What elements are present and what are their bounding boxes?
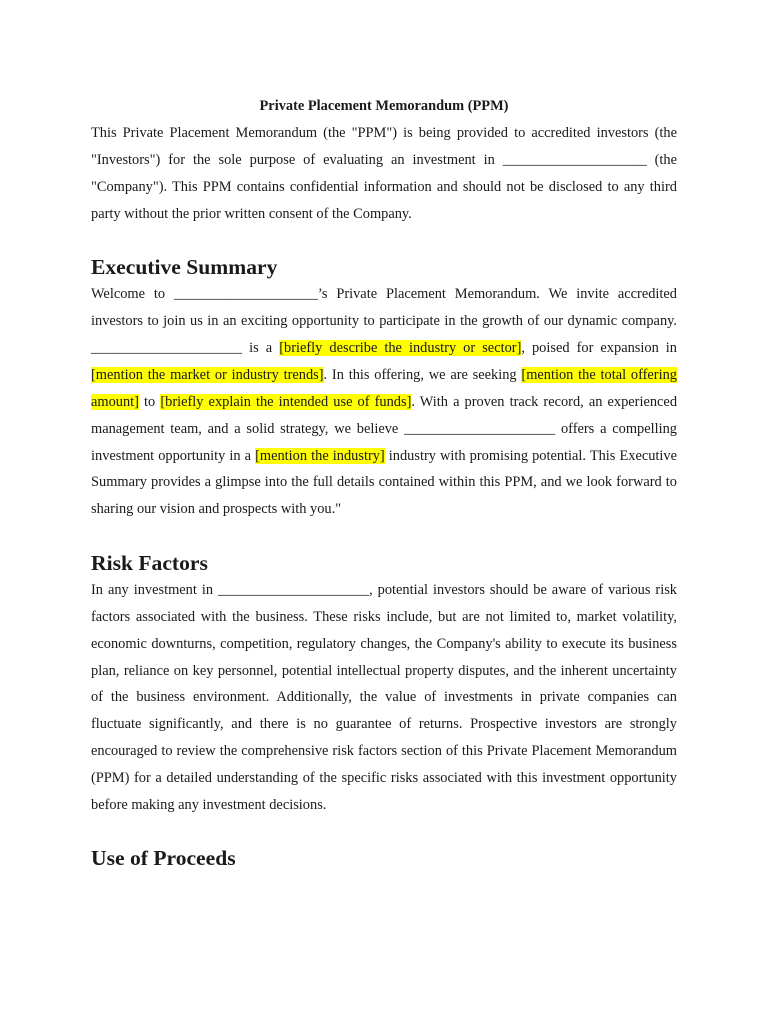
risk-factors-paragraph: [91, 577, 677, 819]
placeholder-use-of-funds: [briefly explain the intended use of funds]: [160, 393, 412, 410]
document-page: [91, 93, 677, 872]
section-spacer: [91, 819, 677, 846]
executive-summary-text: Welcome to ____________________’s Private Placement Memorandum. We invite accredited investors to join us in an exciting opportunity to participate in the growth of our dynamic company. _____________________ is a: [91, 286, 677, 356]
document-title: Private Placement Memorandum (PPM): [259, 98, 509, 114]
section-spacer: [91, 228, 677, 255]
executive-summary-text: to: [138, 393, 161, 410]
executive-summary-text: industry with promising potential. This Executive Summary provides a glimpse into the full details contained within this PPM, and we look forward to sharing our vision and prospects with you.": [91, 447, 677, 518]
executive-summary-heading: Executive Summary: [91, 255, 278, 280]
executive-summary-paragraph: [91, 281, 677, 523]
executive-summary-text: . In this offering, we are seeking: [323, 366, 522, 383]
executive-summary-text: . With a proven track record, an experienced management team, and a solid strategy, we believe _____________________ offers a compelling investment opportunity in a: [91, 393, 678, 464]
placeholder-offering-amount: [mention the total offering amount]: [91, 366, 677, 410]
intro-paragraph: [91, 120, 677, 228]
use-of-proceeds-heading: Use of Proceeds: [91, 846, 236, 871]
risk-factors-text: In any investment in _____________________, potential investors should be aware of various risk factors associated with the business. These risks include, but are not limited to, market volatility, economic downturns, competition, regulatory changes, the Company's ability to execute its business plan, reliance on key personnel, potential intellectual property disputes, and the inherent uncertainty of the business environment. Additionally, the value of investments in private companies can fluctuate significantly, and there is no guarantee of returns. Prospective investors are strongly encouraged to review the comprehensive risk factors section of this Private Placement Memorandum (PPM) for a detailed understanding of the specific risks associated with this investment opportunity before making any investment decisions.: [91, 581, 677, 814]
placeholder-industry: [mention the industry]: [255, 447, 385, 464]
placeholder-market-trends: [mention the market or industry trends]: [91, 366, 324, 383]
intro-text: This Private Placement Memorandum (the "PPM") is being provided to accredited investors (the "Investors") for the sole purpose of evaluating an investment in ____________________ (the "Company"). This PPM contains confidential information and should not be disclosed to any third party without the prior written consent of the Company.: [91, 125, 677, 222]
risk-factors-heading: Risk Factors: [91, 550, 208, 575]
placeholder-industry-sector: [briefly describe the industry or sector]: [279, 339, 522, 356]
section-spacer: [91, 523, 677, 550]
executive-summary-text: , poised for expansion in: [521, 339, 677, 356]
